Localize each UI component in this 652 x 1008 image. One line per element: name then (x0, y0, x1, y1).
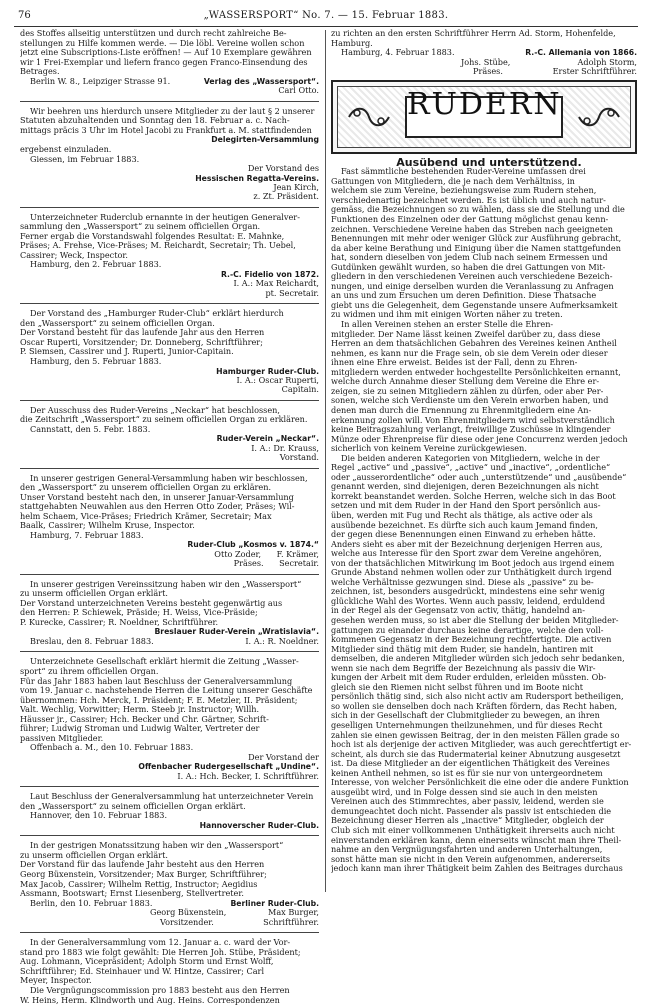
notice-wratislavia-name: I. A.: R. Noeldner. (245, 635, 319, 646)
text-line: Regel „active“ und „passive“, „active“ und „inactive“, „ordentliche“ (331, 463, 611, 473)
text-line: geselligen Unternehmungen theilzunehmen, und für dieses Recht (331, 721, 603, 730)
text-line: Mitglieder sind thätig mit dem Ruder, sie handeln, hantiren mit (331, 644, 594, 654)
notice-hessen-text (20, 107, 319, 136)
text-line: Hamburg. (331, 38, 373, 48)
text-line: passiven Mitglieder. (20, 733, 104, 743)
notice-allemania-place: Hamburg, 4. Februar 1883. (341, 47, 455, 58)
text-line: helm Schaem, Vice-Präses; Friedrich Krämer, Secretair; Max (20, 511, 272, 521)
text-line: sonst hätte man sie nicht in den Verein aufgenommen, andererseits (331, 854, 611, 864)
text-line: Unterzeichnete Gesellschaft erklärt hiermit die Zeitung „Wasser- (30, 657, 299, 667)
separator (20, 207, 319, 208)
text-line: hoch ist als derjenige der activen Mitglieder, was auch gerechtfertigt er- (331, 740, 632, 750)
notice-fidelio-signature (20, 270, 319, 298)
text-line: zeichnen, ist, besonders ausgedrückt, mindestens eine sehr wenig (331, 587, 605, 597)
notice-wratislavia-footer (20, 637, 319, 647)
text-line: einverstanden erklären kann, denn einerseits wünscht man ihre Theil- (331, 835, 622, 845)
text-line: hat, sondern dieselben von jedem Club nach seinem Ermessen und (331, 253, 608, 263)
notice-hamburger-place: Hamburg, den 5. Februar 1883. (30, 355, 162, 366)
separator (20, 835, 319, 836)
text-line: gleich sie den Riemen nicht selbst führen und im Boote nicht (331, 682, 584, 692)
text-line: stattgehabten Neuwahlen aus den Herren Otto Zoder, Präses; Wil- (20, 502, 295, 512)
text-line: Oscar Ruperti, Vorsitzender; Dr. Donneberg, Schriftführer; (20, 337, 263, 347)
left-column (20, 29, 319, 1008)
signature-line: Der Vorstand des (247, 163, 319, 174)
notice-neckar-place: Cannstatt, den 5. Febr. 1883. (30, 423, 151, 434)
notice-hamburger-signature (20, 367, 319, 395)
notice-hessen (20, 107, 319, 202)
right-scroll-icon (577, 104, 621, 130)
signature-line: z. Zt. Präsident. (253, 191, 319, 202)
text-line: wir 1 Frei-Exemplar und liefern franco gegen Franco-Einsendung des (20, 57, 308, 67)
text-line: welche Verhältnisse gezwungen sind. Diese als „passive“ zu be- (331, 577, 594, 587)
text-line: In der gestrigen Monatssitzung haben wir den „Wassersport“ (30, 841, 284, 851)
text-line: In der Generalversammlung vom 12. Januar a. c. ward der Vor- (30, 938, 291, 948)
text-line: Für das Jahr 1883 haben laut Beschluss der Generalversammlung (20, 676, 293, 686)
text-line: Laut Beschluss der Generalversammlung hat unterzeichneter Verein (30, 792, 314, 802)
notice-allemania-text (20, 938, 319, 1005)
signature-line: Vorstand. (279, 452, 319, 463)
notice-kosmos-place: Hamburg, 7. Februar 1883. (30, 529, 144, 540)
text-line: den „Wassersport“ zu seinem officiellen Organ. (20, 318, 215, 328)
notice-allemania-org: R.-C. Allemania von 1866. (525, 48, 637, 58)
signature-line: Präses. Secretair. (233, 558, 319, 569)
text-line: W. Heins, Herm. Klindworth und Aug. Heins. Correspondenzen (20, 995, 280, 1005)
text-line: oder „ausserordentliche“ oder auch „unterstützende“ und „ausübende“ (331, 472, 627, 482)
signature-line: I. A.: Dr. Krauss, (251, 442, 319, 453)
text-line: Valt. Wechlig, Vorwitter; Herm. Steeb jr. Instructor; Willh. (20, 705, 260, 715)
page-header (14, 10, 638, 24)
text-line: Häusser jr., Cassirer; Hch. Becker und Chr. Gärtner, Schrift- (20, 714, 269, 724)
text-line: zu widmen und ihm mit einigen Worten näher zu treten. (331, 310, 563, 320)
text-line: den „Wassersport“ zu unserem officiellen Organ zu erklären. (20, 483, 272, 493)
text-line: kungen der Arbeit mit dem Ruder erdulden, erleiden müssten. Ob- (331, 673, 607, 683)
text-line: Fast sämmtliche bestehenden Ruder-Vereine umfassen drei (341, 167, 586, 177)
notice-verlag-org: Verlag des „Wassersport“. (203, 76, 319, 86)
text-line: Ferner ergab die Vorstandswahl folgendes Resultat: E. Mahnke, (20, 231, 285, 241)
text-line: Anders sieht es aber mit der Bezeichnung derjenigen Herren aus, (331, 539, 603, 549)
text-line: verschiedenartig bezeichnet werden. Es ist üblich und auch natur- (331, 195, 606, 205)
text-line: sicherlich von keinem Vereine zurückgewiesen. (331, 444, 527, 454)
text-line: üben, werden mit Fug und Recht als thätige, als active oder als (331, 510, 593, 520)
notice-allemania-roles (331, 67, 637, 77)
text-line: Münze oder Ehrenpreise für diese oder jene Concurrenz werden jedoch (331, 434, 628, 444)
notice-kosmos-signature (20, 540, 319, 568)
notice-berliner-roles (20, 918, 319, 928)
text-line: zu unserm officiellen Organ erklärt. (20, 850, 168, 860)
left-scroll-icon (347, 104, 391, 130)
text-line: den „Wassersport“ zu seinem officiellen Organ erklärt. (20, 801, 246, 811)
signature-line: I. A.: Max Reichardt, (233, 278, 319, 289)
text-line: welchem sie zum Vereine, beziehungsweise zum Rudern stehen, (331, 186, 597, 196)
column-rule (325, 30, 326, 892)
text-line: Wir beehren uns hierdurch unsere Mitglieder zu der laut § 2 unserer (30, 106, 315, 116)
text-line: gemäss, die Bezeichnungen so zu wählen, dass sie die Stellung und die (331, 205, 625, 215)
notice-hessen-place: Giessen, im Februar 1883. (30, 153, 140, 164)
separator (20, 303, 319, 304)
text-line: führer; Ludwig Stroman und Ludwig Walter, Vertreter der (20, 724, 260, 734)
notice-berliner-place: Berlin, den 10. Februar 1883. (30, 897, 153, 908)
text-line: genannt werden, sind diejenigen, deren Bezeichnungen als nicht (331, 482, 599, 492)
text-line: sich in der Gesellschaft der Clubmitglieder zu bewegen, an ihren (331, 711, 600, 721)
notice-hannover-place: Hannover, den 10. Februar 1883. (30, 810, 168, 821)
notice-undine-signature (20, 753, 319, 781)
page-number: 76 (18, 10, 31, 21)
text-line: ihnen eine Ehre erweist. Beides ist der Fall, denn zu Ehren- (331, 358, 578, 368)
notice-berliner-role-2: Schriftführer. (263, 916, 319, 927)
text-line: demselben, die anderen Mitglieder würden sich jedoch sehr bedanken, (331, 654, 625, 664)
text-line: des Stoffes allseitig unterstützen und durch recht zahlreiche Be- (20, 29, 287, 38)
notice-berliner-org: Berliner Ruder-Club. (230, 898, 319, 908)
separator (20, 400, 319, 401)
notice-kosmos-text (20, 474, 319, 531)
text-line: In unserer gestrigen Vereinssitzung haben wir den „Wassersport“ (30, 579, 302, 589)
text-line: Betrages. (20, 67, 60, 77)
notice-berliner-text (20, 841, 319, 898)
notice-neckar-signature (20, 434, 319, 462)
notice-verlag-text (20, 29, 319, 77)
signature-line: I. A.: Oscar Ruperti, (236, 374, 319, 385)
notice-berliner-name-2: Max Burger, (268, 907, 319, 918)
text-line: ausübende bezeichnet. Es dürfte sich auch kaum Jemand finden, (331, 520, 598, 530)
separator (20, 651, 319, 652)
text-line: zahlen sie einen gewissen Beitrag, der in den meisten Fällen grade so (331, 730, 620, 740)
notice-verlag-name: Carl Otto. (278, 85, 319, 96)
text-line: nahme an den Vergnügungsfahrten und anderen Unterhaltungen, (331, 845, 603, 855)
text-line: Der Vorstand für das laufende Jahr besteht aus den Herren (20, 860, 265, 870)
text-line: glückliche Wahl des Wortes. Wenn auch passiv, leidend, erduldend (331, 596, 606, 606)
notice-berliner-footer (20, 899, 319, 909)
text-line: zu unserm officiellen Organ erklärt. (20, 589, 168, 599)
text-line: Die Vergnügungscommission pro 1883 besteht aus den Herren (30, 986, 290, 995)
notice-berliner-names (20, 908, 319, 918)
text-line: Aug. Lohmann, Vicepräsident; Adolph Storm und Ernst Wolff, (20, 957, 274, 967)
text-line: welche durch Annahme dieser Stellung dem Vereine die Ehre er- (331, 377, 600, 387)
text-line: Max Jacob, Cassirer; Wilhelm Rettig, Instructor; Aegidius (20, 879, 258, 889)
text-line: jedoch kann man ihrer Thätigkeit beim Zahlen des Beitrages durchaus (331, 864, 623, 874)
text-line: so wollen sie denselben doch nach Kräften fördern, das Recht haben, (331, 701, 618, 711)
text-line: In unserer gestrigen General-Versammlung haben wir beschlossen, (30, 473, 308, 483)
notice-verlag-place: Berlin W. 8., Leipziger Strasse 91. (30, 75, 171, 86)
text-line: zeichnen. Verschiedene Vereine haben das Streben nach geeigneten (331, 224, 614, 234)
notice-wratislavia-org: Breslauer Ruder-Verein „Wratislavia“. (154, 627, 319, 637)
text-line: stellungen zu Hilfe kommen werde. — Die löbl. Vereine wollen schon (20, 38, 305, 48)
text-line: in der Regel als der Gegensatz von activ, thätig, handelnd an- (331, 606, 586, 616)
notice-fidelio-text (20, 213, 319, 261)
rudern-banner (331, 80, 637, 154)
text-line: Grunde Abstand nehmen wollen oder zur Unthätigkeit durch irgend (331, 568, 612, 578)
text-line: Gutdünken gewählt wurden, so haben die drei Gattungen von Mit- (331, 262, 606, 272)
text-line: wenn sie nach dem Begriffe der Bezeichnung als passiv die Wir- (331, 663, 596, 673)
text-line: keine Beitragszahlung verlangt, freiwillige Zuschüsse in klingender (331, 425, 611, 435)
text-line: sammlung den „Wassersport“ zu seinem officiellen Organ. (20, 222, 261, 232)
notice-undine (20, 657, 319, 781)
text-line: von der thatsächlichen Mitwirkung im Boot jedoch aus irgend einem (331, 558, 615, 568)
article-body (331, 167, 637, 873)
text-line: sport“ zu ihrem officiellen Organ. (20, 667, 159, 677)
notice-fidelio-place: Hamburg, den 2. Februar 1883. (30, 259, 162, 270)
text-line: Cassirer; Weck, Inspector. (20, 250, 128, 260)
notice-hessen-bold: Delegirten-Versammlung (211, 135, 319, 145)
signature-line: Der Vorstand der (248, 751, 319, 762)
text-line: vom 19. Januar c. nachstehende Herren die Leitung unserer Geschäfte (20, 686, 313, 696)
notice-hessen-tail: ergebenst einzuladen. (20, 144, 112, 155)
article-heading: Ausübend und unterstützend. (396, 155, 582, 169)
notice-berliner (20, 841, 319, 927)
text-line: ausgeübt wird, und in Folge dessen sind sie auch in den meisten (331, 787, 598, 797)
banner-plate (405, 86, 563, 138)
text-line: gattungen zu einander durchaus keine derartige, welche den voll- (331, 625, 604, 635)
notice-hamburger (20, 309, 319, 395)
text-line: Der Ausschuss des Ruder-Vereins „Neckar“ hat beschlossen, (30, 405, 280, 415)
text-line: Statuten abzuhaltenden und Sonntag den 18. Februar a. c. Nach- (20, 116, 290, 126)
notice-wratislavia (20, 580, 319, 647)
text-line: Präses; A. Frehse, Vice-Präses; M. Reichardt, Secretair; Th. Uebel, (20, 241, 296, 251)
text-line: korrekt beanstandet werden. Solche Herren, welche sich in das Boot (331, 491, 616, 501)
text-line: mitglieder. Der Name lässt keinen Zweifel darüber zu, dass diese (331, 329, 601, 339)
text-line: Funktionen des Einzelnen oder der Gattung möglichst genau kenn- (331, 215, 609, 225)
text-line: Club sich mit einer vollkommenen Unthätigkeit ihrerseits auch nicht (331, 826, 615, 836)
separator (20, 101, 319, 102)
right-column (331, 29, 637, 874)
text-line: zeigen, sie zu seinen Mitgliedern zählen zu dürfen, oder aber Per- (331, 386, 604, 396)
text-line: sonen, welche sich Verdienste um den Verein erworben haben, und (331, 396, 609, 406)
notice-kosmos (20, 474, 319, 569)
separator (20, 786, 319, 787)
separator (20, 468, 319, 469)
text-line: Assmann, Bootswart; Ernst Liesenberg, Stellvertreter. (20, 889, 244, 899)
text-line: den Herren: P. Schiewek, Präside; H. Weiss, Vice-Präside; (20, 608, 258, 618)
text-line: Bezeichnung dieser Herren als „inactive“ Mitglieder, obgleich der (331, 816, 604, 826)
text-line: mittags präcis 3 Uhr im Hotel Jacobi zu Frankfurt a. M. stattfindenden (20, 125, 312, 135)
signature-line: Jean Kirch, (273, 181, 319, 192)
notice-hannover-text (20, 792, 319, 811)
notice-hessen-signature (20, 164, 319, 202)
text-line: ist. Da diese Mitglieder an der eigentlichen Thätigkeit des Vereines (331, 759, 610, 769)
text-line: Unser Vorstand besteht nach den, in unserer Januar-Versammlung (20, 492, 294, 502)
text-line: Der Vorstand des „Hamburger Ruder-Club“ erklärt hierdurch (30, 309, 284, 319)
signature-line: Capitain. (281, 384, 319, 395)
text-line: erkennung zollen will. Von Ehrenmitgliedern wird selbstverständlich (331, 415, 615, 425)
signature-line: Ruder-Club „Kosmos v. 1874.“ (187, 540, 319, 550)
notice-verlag-footer (20, 77, 319, 87)
notice-hamburger-text (20, 309, 319, 357)
text-line: Vereinen auch des Stimmrechtes, aber passiv, leidend, werden sie (331, 797, 604, 807)
text-line: mitgliedern werden entweder hochgestellte Persönlichkeiten ernannt, (331, 367, 621, 377)
notice-allemania-role-1: Präses. (473, 66, 503, 77)
text-line: Baalk, Cassirer; Wilhelm Kruse, Inspector. (20, 521, 195, 531)
text-line: Georg Büxenstein, Vorsitzender; Max Burger, Schriftführer; (20, 869, 267, 879)
text-line: stand pro 1883 wie folgt gewählt: Die Herren Joh. Stübe, Präsident; (20, 947, 301, 957)
notice-neckar (20, 406, 319, 463)
notice-allemania-name-1: Johs. Stübe, (461, 56, 511, 67)
text-line: denen man durch die Ernennung zu Ehrenmitgliedern eine An- (331, 405, 592, 415)
signature-line: Offenbacher Rudergesellschaft „Undine“. (138, 762, 319, 772)
notice-hannover (20, 792, 319, 830)
text-line: Die beiden anderen Kategorien von Mitgliedern, welche in der (341, 453, 600, 463)
text-line: Herren an dem thatsächlichen Gebahren des Vereines keinen Antheil (331, 339, 617, 349)
notice-berliner-name-1: Georg Büxenstein, (150, 907, 227, 918)
header-rule (14, 26, 638, 27)
text-line: da aber keine Berathung und Einigung über die Namen stattgefunden (331, 243, 621, 253)
notice-allemania-cont (331, 29, 637, 48)
signature-line: Hamburger Ruder-Club. (216, 366, 319, 376)
notice-undine-place: Offenbach a. M., den 10. Februar 1883. (30, 742, 194, 753)
signature-line: I. A.: Hch. Becker, I. Schriftführer. (177, 770, 319, 781)
running-title: „WASSERSPORT“ No. 7. — 15. Februar 1883. (203, 10, 449, 21)
text-line: an uns und zum Ersuchen um deren Definition. Diese Thatsache (331, 291, 597, 301)
text-line: zu richten an den ersten Schriftführer Herrn Ad. Storm, Hohenfelde, (331, 29, 616, 38)
text-line: Der Vorstand besteht für das laufende Jahr aus den Herren (20, 328, 265, 338)
separator (20, 932, 319, 933)
text-line: Gattungen von Mitgliedern, die je nach dem Verhältniss, in (331, 176, 575, 186)
notice-wratislavia-place: Breslau, den 8. Februar 1883. (30, 635, 154, 646)
text-line: giebt uns die Gelegenheit, dem Gegenstande unsere Aufmerksamkeit (331, 300, 618, 310)
text-line: Unterzeichneter Ruderclub ernannte in der heutigen Generalver- (30, 212, 300, 222)
text-line: keinen Antheil nehmen, so ist es für sie nur von untergeordnetem (331, 768, 603, 778)
notice-allemania-start (20, 938, 319, 1005)
text-line: gesehen werden muss, so ist aber die Stellung der beiden Mitglieder- (331, 615, 619, 625)
text-line: die Zeitschrift „Wassersport“ zu seinem officiellen Organ zu erklären. (20, 415, 308, 425)
text-line: persönlich thätig sind, sich also nicht activ am Rudersport betheiligen, (331, 692, 624, 702)
text-line: nehmen, es kann nur die Frage sein, ob sie dem Verein oder dieser (331, 348, 608, 358)
signature-line: R.-C. Fidelio von 1872. (220, 270, 319, 280)
notice-allemania-end (331, 29, 637, 77)
text-line: Schriftführer; Ed. Steinhauer und W. Hintze, Cassirer; Carl (20, 966, 265, 976)
text-line: jetzt eine Subscriptions-Liste eröffnen! — Auf 10 Exemplare gewähren (20, 48, 312, 58)
notice-neckar-text (20, 406, 319, 425)
text-line: In allen Vereinen stehen an erster Stelle die Ehren- (341, 320, 554, 330)
text-line: welche aus Interesse für den Sport zwar dem Vereine angehören, (331, 549, 602, 559)
text-line: P. Siemsen, Cassirer und J. Ruperti, Junior-Capitain. (20, 347, 234, 357)
signature-line: Hessischen Regatta-Vereins. (195, 173, 319, 183)
notice-wratislavia-text (20, 580, 319, 628)
banner-word: RUDERN (407, 86, 562, 122)
notice-verlag (20, 29, 319, 96)
notice-fidelio (20, 213, 319, 299)
notice-allemania-name-2: Adolph Storm, (577, 56, 637, 67)
text-line: der gegen diese Benennungen einen Einwand zu erheben hätte. (331, 530, 596, 540)
signature-line: Otto Zoder, F. Krämer, (214, 548, 319, 559)
text-line: nungen, und einige derselben wurden die Veranlassung zu Anfragen (331, 281, 614, 291)
text-line: Der Vorstand unterzeichneten Vereins besteht gegenwärtig aus (20, 598, 283, 608)
text-line: P. Kurecke, Cassirer; R. Noeldner, Schriftführer. (20, 617, 219, 627)
notice-undine-text (20, 657, 319, 743)
separator (20, 574, 319, 575)
notice-berliner-role-1: Vorsitzender. (160, 916, 214, 927)
notice-allemania-role-2: Erster Schriftführer. (552, 66, 637, 77)
notice-hannover-org: Hannoverscher Ruder-Club. (199, 820, 319, 830)
text-line: scheint, als durch sie das Rudermaterial keiner Abnutzung ausgesetzt (331, 749, 621, 759)
text-line: kommenen Gegensatz in der Bezeichnung rechtfertigte. Die activen (331, 635, 612, 645)
text-line: Benennungen mit mehr oder weniger Glück zur Ausführung gebracht, (331, 234, 622, 244)
text-line: gliedern in den verschiedenen Vereinen auch verschiedene Bezeich- (331, 272, 613, 282)
text-line: demungeachtet doch nicht. Passender als passiv ist entschieden die (331, 806, 612, 816)
signature-line: Ruder-Verein „Neckar“. (216, 434, 319, 444)
signature-line: pt. Secretair. (265, 287, 319, 298)
text-line: übernommen: Hch. Merck, I. Präsident; F. E. Metzler, II. Präsident; (20, 695, 298, 705)
text-line: Meyer, Inspector. (20, 976, 92, 986)
text-line: setzen und mit dem Ruder in der Hand den Sport persönlich aus- (331, 501, 601, 511)
text-line: Interesse, von welcher Persönlichkeit die eine oder die andere Funktion (331, 778, 629, 788)
